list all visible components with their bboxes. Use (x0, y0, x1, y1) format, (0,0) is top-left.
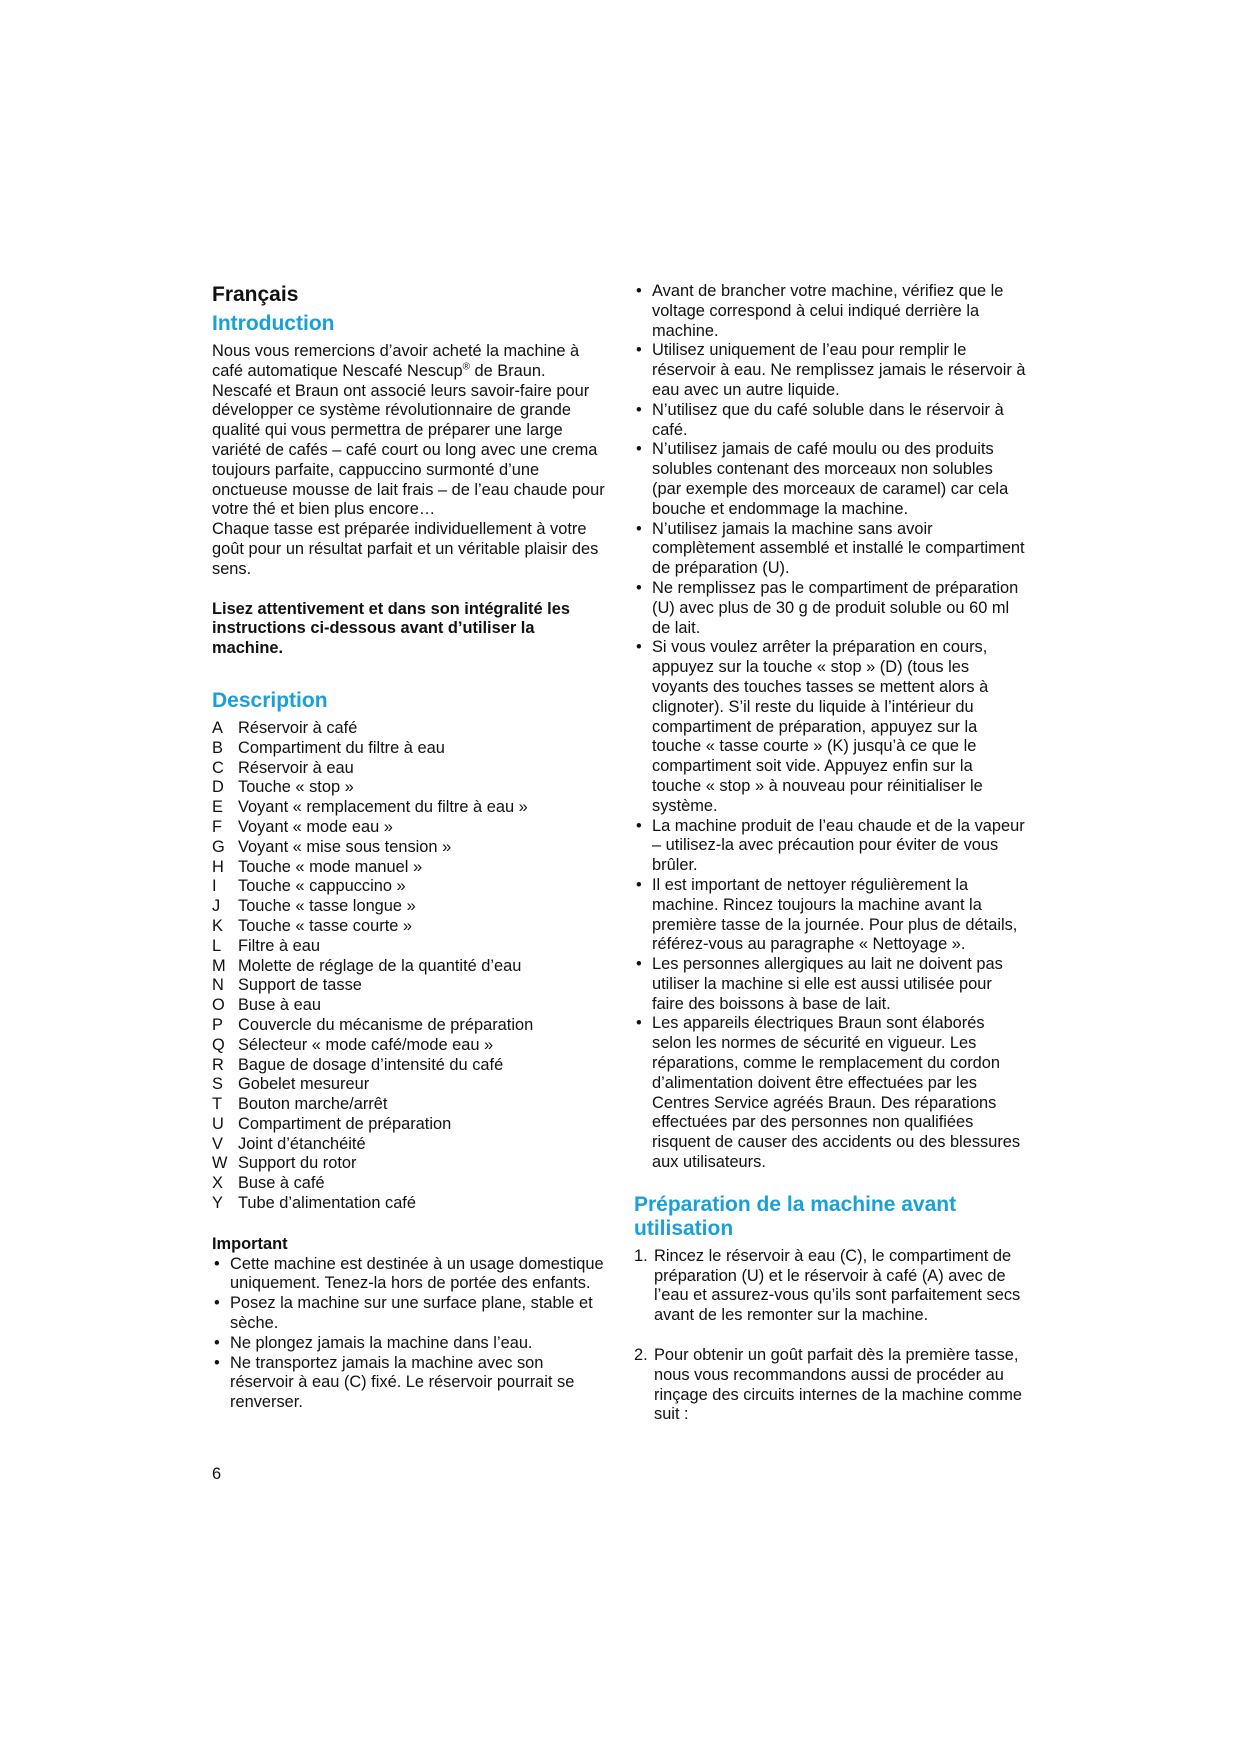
list-item: M Molette de réglage de la quantité d’eau (212, 956, 522, 975)
list-item: V Joint d’étanchéité (212, 1134, 366, 1153)
list-item: • N’utilisez jamais de café moulu ou des produits solubles contenant des morceaux non solubles (par exemple des morceaux de caramel) car cela bouche et endommage la machine. (634, 440, 1026, 519)
list-item: L Filtre à eau (212, 936, 320, 955)
list-item: • Cette machine est destinée à un usage domestique uniquement. Tenez-la hors de portée des enfants. (212, 1255, 608, 1295)
list-item: E Voyant « remplacement du filtre à eau » (212, 798, 528, 817)
intro-paragraph: Nous vous remercions d’avoir acheté la machine à café automatique Nescafé Nescup® de Braun. Nescafé et Braun ont associé leurs savoir-faire pour développer ce système révolutionnaire de grande qualité qui vous permettra de préparer une large variété de cafés – café court ou long avec une crema toujours parfaite, cappuccino surmonté d’une onctueuse mousse de lait frais – de l’eau chaude pour votre thé et bien plus encore… (212, 342, 605, 519)
list-item: • Ne transportez jamais la machine avec son réservoir à eau (C) fixé. Le réservoir pourrait se renverser. (212, 1354, 608, 1413)
safety-warning: Lisez attentivement et dans son intégralité les instructions ci-dessous avant d’utiliser la machine. (212, 599, 570, 658)
list-item: • Les personnes allergiques au lait ne doivent pas utiliser la machine si elle est aussi utilisée pour faire des boissons à base de lait. (634, 955, 1026, 1014)
list-item: J Touche « tasse longue » (212, 897, 416, 916)
list-item: • Avant de brancher votre machine, vérifiez que le voltage correspond à celui indiqué derrière la machine. (634, 282, 1026, 341)
parts-list (212, 719, 608, 1214)
list-item: R Bague de dosage d’intensité du café (212, 1055, 504, 1074)
list-item: • Si vous voulez arrêter la préparation en cours, appuyez sur la touche « stop » (D) (tous les voyants des touches tasses se mettent alors à clignoter). S’il reste du liquide à l’intérieur du compartiment de préparation, appuyez sur la touche « tasse courte » (K) jusqu’à ce que le compartiment soit vide. Appuyez enfin sur la touche « stop » à nouveau pour réinitialiser le système. (634, 638, 1026, 816)
introduction-heading: Introduction (212, 312, 335, 335)
list-item: A Réservoir à café (212, 718, 358, 737)
description-heading: Description (212, 688, 328, 712)
list-item: G Voyant « mise sous tension » (212, 837, 452, 856)
list-item: • Posez la machine sur une surface plane, stable et sèche. (212, 1294, 608, 1334)
list-item: • Il est important de nettoyer régulièrement la machine. Rincez toujours la machine avant la première tasse de la journée. Pour plus de détails, référez-vous au paragraphe « Nettoyage ». (634, 876, 1026, 955)
list-item: • Ne plongez jamais la machine dans l’eau. (212, 1334, 608, 1354)
list-item: • N’utilisez que du café soluble dans le réservoir à café. (634, 401, 1026, 441)
list-item: Y Tube d’alimentation café (212, 1194, 416, 1213)
list-item: • Utilisez uniquement de l’eau pour remplir le réservoir à eau. Ne remplissez jamais le réservoir à eau avec un autre liquide. (634, 341, 1026, 400)
list-item: D Touche « stop » (212, 778, 354, 797)
list-item: O Buse à eau (212, 996, 321, 1015)
important-list-right (634, 282, 1026, 1173)
language-heading: Français (212, 283, 299, 306)
list-item: B Compartiment du filtre à eau (212, 738, 445, 757)
list-item: T Bouton marche/arrêt (212, 1095, 388, 1114)
preparation-steps (634, 1247, 1026, 1425)
list-item: • Ne remplissez pas le compartiment de préparation (U) avec plus de 30 g de produit soluble ou 60 ml de lait. (634, 579, 1026, 638)
list-item: • La machine produit de l’eau chaude et de la vapeur – utilisez-la avec précaution pour éviter de vous brûler. (634, 817, 1026, 876)
list-item: K Touche « tasse courte » (212, 916, 413, 935)
page-number: 6 (212, 1465, 222, 1483)
preparation-heading: Préparation de la machine avant utilisation (634, 1192, 957, 1240)
left-column (212, 282, 608, 1413)
right-column (634, 282, 1026, 1425)
list-item: N Support de tasse (212, 976, 362, 995)
list-item: 2. Pour obtenir un goût parfait dès la première tasse, nous vous recommandons aussi de procéder au rinçage des circuits internes de la machine comme suit : (634, 1346, 1023, 1424)
list-item: U Compartiment de préparation (212, 1114, 452, 1133)
intro-paragraph-2: Chaque tasse est préparée individuellement à votre goût pour un résultat parfait et un véritable plaisir des sens. (212, 520, 599, 578)
list-item: Q Sélecteur « mode café/mode eau » (212, 1035, 494, 1054)
list-item: H Touche « mode manuel » (212, 857, 423, 876)
list-item: C Réservoir à eau (212, 758, 354, 777)
list-item: P Couvercle du mécanisme de préparation (212, 1015, 534, 1034)
list-item: • Les appareils électriques Braun sont élaborés selon les normes de sécurité en vigueur. Les réparations, comme le remplacement du cordon d’alimentation doivent être effectuées par les Centres Service agréés Braun. Des réparations effectuées par des personnes non qualifiées risquent de causer des accidents ou des blessures aux utilisateurs. (634, 1014, 1026, 1172)
list-item: X Buse à café (212, 1174, 325, 1193)
list-item: F Voyant « mode eau » (212, 817, 393, 836)
list-item: I Touche « cappuccino » (212, 877, 406, 896)
important-heading: Important (212, 1234, 288, 1253)
list-item: W Support du rotor (212, 1154, 357, 1173)
list-item: 1. Rincez le réservoir à eau (C), le compartiment de préparation (U) et le réservoir à café (A) avec de l’eau et assurez-vous qu’ils sont parfaitement secs avant de les remonter sur la machine. (634, 1246, 1021, 1325)
list-item: S Gobelet mesureur (212, 1075, 370, 1094)
important-list-left (212, 1255, 608, 1413)
list-item: • N’utilisez jamais la machine sans avoir complètement assemblé et installé le compartiment de préparation (U). (634, 520, 1026, 579)
